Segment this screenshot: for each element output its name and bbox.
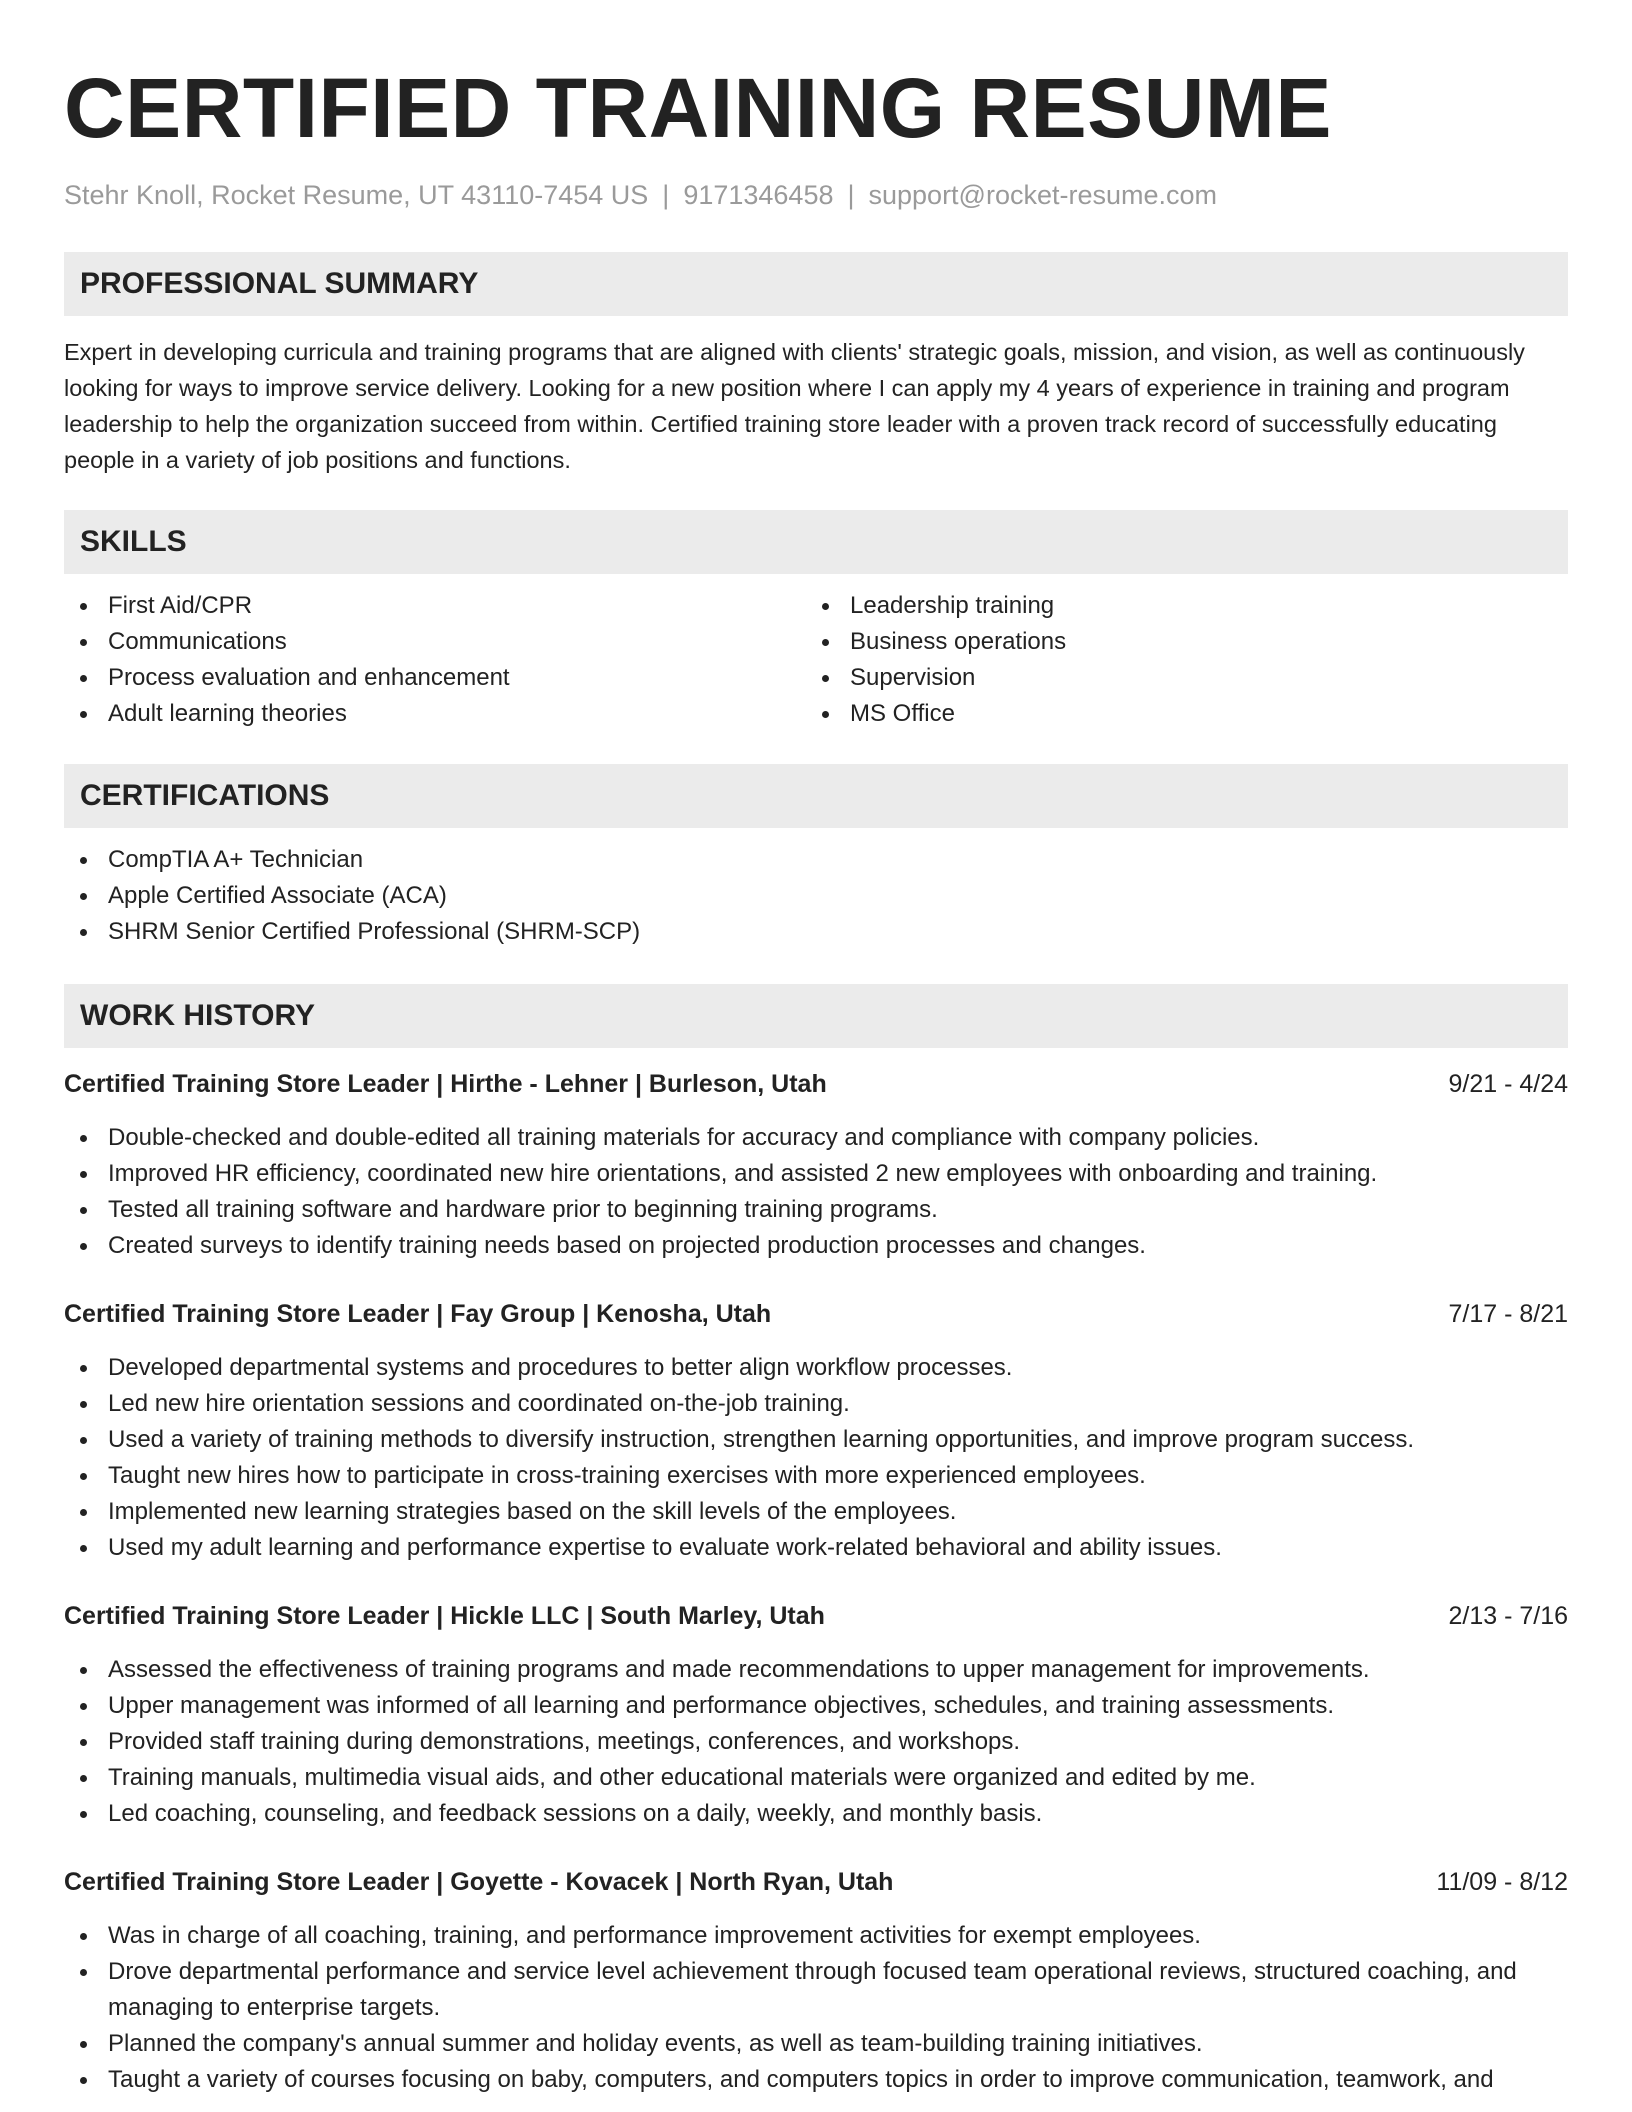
job-header xyxy=(64,1066,1568,1102)
skill-item xyxy=(64,660,806,696)
job-bullet-item xyxy=(64,1918,1568,1954)
skill-item xyxy=(806,588,1548,624)
bullet-dot xyxy=(80,1243,87,1250)
skills-column-right xyxy=(806,588,1548,732)
job-bullet-item xyxy=(64,1724,1568,1760)
bullet-dot xyxy=(80,1135,87,1142)
job-bullet-item xyxy=(64,1494,1568,1530)
skill-label: Leadership training xyxy=(850,592,1055,619)
skill-label: MS Office xyxy=(850,700,955,727)
summary-section-header: PROFESSIONAL SUMMARY xyxy=(64,252,1568,316)
skills-section-header: SKILLS xyxy=(64,510,1568,574)
skills-column-left xyxy=(64,588,806,732)
bullet-dot xyxy=(822,639,829,646)
job-bullet-item xyxy=(64,1156,1568,1192)
job-bullet-text: Double-checked and double-edited all training materials for accuracy and compliance with company policies. xyxy=(108,1124,1260,1151)
job-entry xyxy=(64,1066,1568,1264)
job-bullets xyxy=(64,1120,1568,1264)
contact-address: Stehr Knoll, Rocket Resume, UT 43110-7454 US xyxy=(64,180,649,210)
skill-label: First Aid/CPR xyxy=(108,592,253,619)
skill-label: Communications xyxy=(108,628,287,655)
job-bullet-item xyxy=(64,1530,1568,1566)
job-bullet-text: Created surveys to identify training needs based on projected production processes and changes. xyxy=(108,1232,1146,1259)
bullet-dot xyxy=(80,1703,87,1710)
resume-page xyxy=(64,0,1568,2098)
skill-item xyxy=(64,696,806,732)
skill-item xyxy=(806,696,1548,732)
skill-label: Supervision xyxy=(850,664,976,691)
job-bullet-item xyxy=(64,1120,1568,1156)
job-title: Certified Training Store Leader | Goyette - Kovacek | North Ryan, Utah xyxy=(64,1868,894,1896)
bullet-dot xyxy=(80,1969,87,1976)
job-bullet-text: Assessed the effectiveness of training programs and made recommendations to upper management for improvements. xyxy=(108,1656,1370,1683)
job-bullet-item xyxy=(64,1192,1568,1228)
bullet-dot xyxy=(80,1545,87,1552)
bullet-dot xyxy=(80,1171,87,1178)
job-dates: 7/17 - 8/21 xyxy=(1448,1300,1568,1328)
job-bullet-item xyxy=(64,1954,1568,2026)
job-bullet-text: Taught new hires how to participate in cross-training exercises with more experienced employees. xyxy=(108,1462,1146,1489)
skill-label: Adult learning theories xyxy=(108,700,347,727)
job-entry xyxy=(64,1296,1568,1566)
job-bullet-item xyxy=(64,1422,1568,1458)
job-bullet-text: Planned the company's annual summer and holiday events, as well as team-building training initiatives. xyxy=(108,2030,1203,2057)
certification-label: Apple Certified Associate (ACA) xyxy=(108,882,447,909)
bullet-dot xyxy=(80,1207,87,1214)
bullet-dot xyxy=(80,1509,87,1516)
skills-grid xyxy=(64,588,1568,732)
bullet-dot xyxy=(80,675,87,682)
bullet-dot xyxy=(822,675,829,682)
job-dates: 9/21 - 4/24 xyxy=(1448,1070,1568,1098)
job-bullet-text: Tested all training software and hardware prior to beginning training programs. xyxy=(108,1196,938,1223)
skill-label: Process evaluation and enhancement xyxy=(108,664,510,691)
job-entry xyxy=(64,1598,1568,1832)
skill-item xyxy=(806,624,1548,660)
bullet-dot xyxy=(80,1811,87,1818)
certification-label: CompTIA A+ Technician xyxy=(108,846,364,873)
contact-email[interactable]: support@rocket-resume.com xyxy=(868,180,1218,210)
bullet-dot xyxy=(80,711,87,718)
bullet-dot xyxy=(80,929,87,936)
bullet-dot xyxy=(80,1401,87,1408)
job-bullet-text: Led coaching, counseling, and feedback sessions on a daily, weekly, and monthly basis. xyxy=(108,1800,1043,1827)
bullet-dot xyxy=(822,711,829,718)
contact-phone: 9171346458 xyxy=(683,180,834,210)
contact-separator: | xyxy=(847,180,855,210)
bullet-dot xyxy=(80,1667,87,1674)
job-bullet-item xyxy=(64,1228,1568,1264)
job-bullet-text: Used a variety of training methods to diversify instruction, strengthen learning opportunities, and improve program success. xyxy=(108,1426,1414,1453)
bullet-dot xyxy=(80,893,87,900)
bullet-dot xyxy=(80,857,87,864)
job-header xyxy=(64,1864,1568,1900)
bullet-dot xyxy=(822,603,829,610)
job-bullet-text: Upper management was informed of all learning and performance objectives, schedules, and training assessments. xyxy=(108,1692,1334,1719)
job-title: Certified Training Store Leader | Hickle LLC | South Marley, Utah xyxy=(64,1602,825,1630)
job-title: Certified Training Store Leader | Fay Group | Kenosha, Utah xyxy=(64,1300,772,1328)
job-bullet-text: Led new hire orientation sessions and coordinated on-the-job training. xyxy=(108,1390,850,1417)
skill-item xyxy=(64,624,806,660)
job-header xyxy=(64,1598,1568,1634)
job-bullet-text: Implemented new learning strategies based on the skill levels of the employees. xyxy=(108,1498,957,1525)
certification-item xyxy=(64,842,1568,878)
bullet-dot xyxy=(80,1437,87,1444)
job-header xyxy=(64,1296,1568,1332)
job-bullets xyxy=(64,1918,1568,2098)
job-bullet-item xyxy=(64,1458,1568,1494)
job-bullet-item xyxy=(64,2062,1568,2098)
bullet-dot xyxy=(80,1933,87,1940)
job-bullet-text: Taught a variety of courses focusing on baby, computers, and computers topics in order to improve communication, teamwork, and xyxy=(108,2066,1494,2093)
skills-list-right xyxy=(806,588,1548,732)
job-bullet-item xyxy=(64,1760,1568,1796)
resume-title: CERTIFIED TRAINING RESUME xyxy=(64,61,1332,155)
summary-text: Expert in developing curricula and training programs that are aligned with clients' strategic goals, mission, and vision, as well as continuously looking for ways to improve service delivery. Looking for a new position where I can apply my 4 years of experience in training and program leadership to help the organization succeed from within. Certified training store leader with a proven track record of successfully educating people in a variety of job positions and functions. xyxy=(64,339,1525,473)
job-bullet-item xyxy=(64,1688,1568,1724)
certification-item xyxy=(64,914,1568,950)
job-entry xyxy=(64,1864,1568,2098)
certification-item xyxy=(64,878,1568,914)
contact-separator: | xyxy=(662,180,670,210)
bullet-dot xyxy=(80,1775,87,1782)
bullet-dot xyxy=(80,603,87,610)
certifications-list xyxy=(64,842,1568,950)
bullet-dot xyxy=(80,1473,87,1480)
job-dates: 11/09 - 8/12 xyxy=(1436,1868,1568,1896)
job-bullet-text: Provided staff training during demonstrations, meetings, conferences, and workshops. xyxy=(108,1728,1021,1755)
job-bullet-item xyxy=(64,2026,1568,2062)
skills-list-left xyxy=(64,588,806,732)
job-bullets xyxy=(64,1350,1568,1566)
job-bullet-text: Developed departmental systems and procedures to better align workflow processes. xyxy=(108,1354,1013,1381)
skill-item xyxy=(64,588,806,624)
bullet-dot xyxy=(80,2041,87,2048)
job-bullet-item xyxy=(64,1350,1568,1386)
job-bullet-text: Drove departmental performance and service level achievement through focused team operational reviews, structured coaching, and managing to enterprise targets. xyxy=(108,1958,1517,2021)
job-bullet-item xyxy=(64,1796,1568,1832)
job-bullet-item xyxy=(64,1652,1568,1688)
bullet-dot xyxy=(80,1365,87,1372)
bullet-dot xyxy=(80,1739,87,1746)
skill-label: Business operations xyxy=(850,628,1067,655)
bullet-dot xyxy=(80,639,87,646)
job-bullets xyxy=(64,1652,1568,1832)
job-dates: 2/13 - 7/16 xyxy=(1448,1602,1568,1630)
job-bullet-text: Improved HR efficiency, coordinated new hire orientations, and assisted 2 new employees with onboarding and training. xyxy=(108,1160,1378,1187)
certifications-section-header: CERTIFICATIONS xyxy=(64,764,1568,828)
bullet-dot xyxy=(80,2077,87,2084)
job-bullet-text: Used my adult learning and performance expertise to evaluate work-related behavioral and ability issues. xyxy=(108,1534,1222,1561)
job-bullet-text: Was in charge of all coaching, training, and performance improvement activities for exempt employees. xyxy=(108,1922,1201,1949)
job-bullet-item xyxy=(64,1386,1568,1422)
contact-line xyxy=(64,178,1568,212)
certification-label: SHRM Senior Certified Professional (SHRM-SCP) xyxy=(108,918,641,945)
job-bullet-text: Training manuals, multimedia visual aids, and other educational materials were organized and edited by me. xyxy=(108,1764,1256,1791)
skill-item xyxy=(806,660,1548,696)
job-title: Certified Training Store Leader | Hirthe - Lehner | Burleson, Utah xyxy=(64,1070,827,1098)
work-history-section-header: WORK HISTORY xyxy=(64,984,1568,1048)
